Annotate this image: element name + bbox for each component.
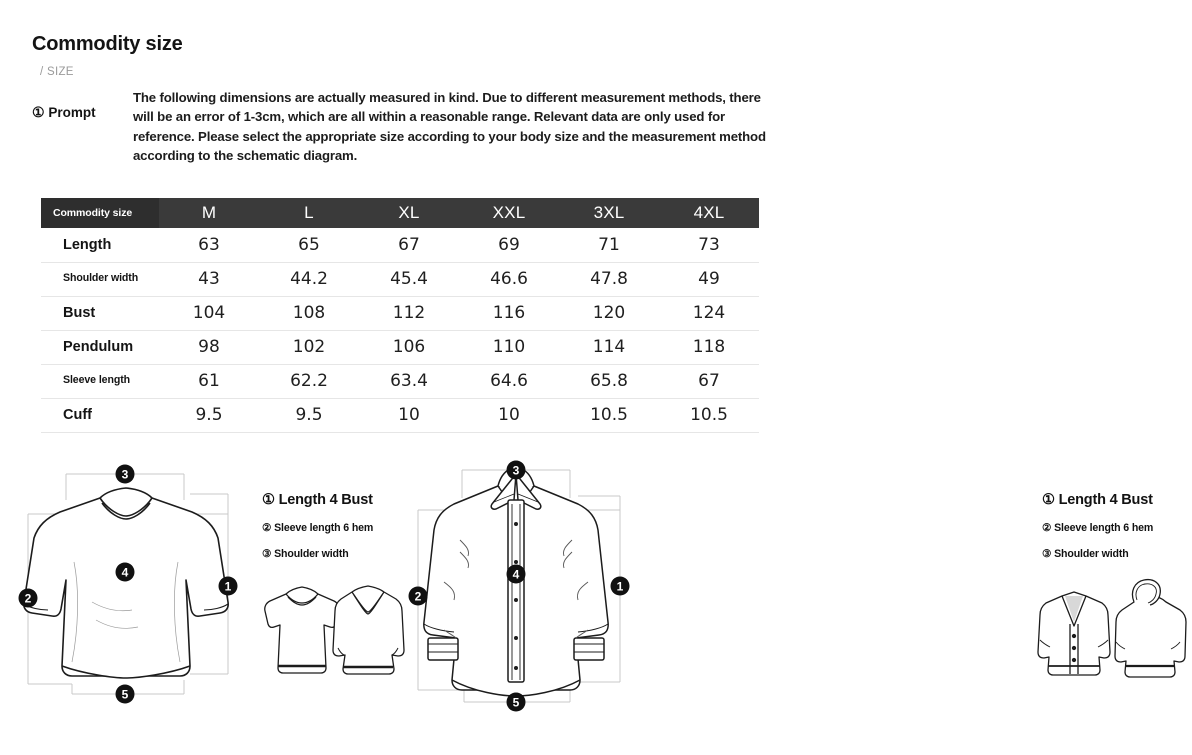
cell-pendulum-3xl: 114: [559, 330, 659, 364]
svg-text:5: 5: [121, 687, 129, 702]
svg-text:1: 1: [616, 579, 624, 594]
cell-length-xl: 67: [359, 228, 459, 262]
row-label-bust: Bust: [41, 296, 159, 330]
cell-shoulder-width-xl: 45.4: [359, 262, 459, 296]
legend-right-line2: ② Sleeve length 6 hem: [1042, 522, 1154, 534]
cell-sleeve-length-xl: 63.4: [359, 364, 459, 398]
thumbnails-right: [1034, 578, 1190, 684]
cardigan-thumbnail: [1038, 592, 1110, 675]
cell-pendulum-xxl: 110: [459, 330, 559, 364]
column-header-l: L: [259, 198, 359, 228]
table-row: [41, 228, 759, 262]
cell-sleeve-length-l: 62.2: [259, 364, 359, 398]
svg-text:4: 4: [121, 565, 129, 580]
cell-shoulder-width-4xl: 49: [659, 262, 759, 296]
thumbnails-left: [262, 580, 408, 684]
legend-left: [262, 492, 412, 561]
table-row: [41, 364, 759, 398]
cell-length-xxl: 69: [459, 228, 559, 262]
prompt-label-text: Prompt: [48, 105, 96, 120]
cell-bust-3xl: 120: [559, 296, 659, 330]
svg-text:3: 3: [512, 463, 520, 478]
row-label-shoulder-width: Shoulder width: [41, 262, 159, 296]
legend-right-line3: ③ Shoulder width: [1042, 548, 1129, 560]
legend-left-line1: ① Length 4 Bust: [262, 492, 373, 508]
crewneck-sweatshirt-diagram: [14, 452, 254, 712]
cell-sleeve-length-m: 61: [159, 364, 259, 398]
page-subtitle: / SIZE: [40, 66, 74, 78]
svg-text:4: 4: [512, 567, 520, 582]
table-row: [41, 330, 759, 364]
button-up-shirt-diagram: [404, 452, 644, 720]
page-title: Commodity size: [32, 33, 183, 55]
cell-cuff-xl: 10: [359, 398, 459, 432]
prompt-number-icon: ①: [32, 104, 45, 120]
cell-shoulder-width-l: 44.2: [259, 262, 359, 296]
table-corner-header: Commodity size: [41, 198, 159, 228]
svg-text:2: 2: [24, 591, 32, 606]
cell-length-m: 63: [159, 228, 259, 262]
cell-pendulum-xl: 106: [359, 330, 459, 364]
legend-left-line2: ② Sleeve length 6 hem: [262, 522, 374, 534]
column-header-3xl: 3XL: [559, 198, 659, 228]
cell-bust-m: 104: [159, 296, 259, 330]
measurement-diagrams: [0, 452, 1154, 752]
cell-cuff-l: 9.5: [259, 398, 359, 432]
cell-pendulum-4xl: 118: [659, 330, 759, 364]
cell-bust-xxl: 116: [459, 296, 559, 330]
row-label-cuff: Cuff: [41, 398, 159, 432]
cell-shoulder-width-m: 43: [159, 262, 259, 296]
cell-sleeve-length-3xl: 65.8: [559, 364, 659, 398]
column-header-4xl: 4XL: [659, 198, 759, 228]
cell-bust-xl: 112: [359, 296, 459, 330]
table-header-row: [41, 198, 759, 228]
table-row: [41, 262, 759, 296]
row-label-sleeve-length: Sleeve length: [41, 364, 159, 398]
v-neck-long-sleeve-thumbnail: [333, 586, 404, 674]
cell-cuff-xxl: 10: [459, 398, 559, 432]
cell-cuff-4xl: 10.5: [659, 398, 759, 432]
row-label-length: Length: [41, 228, 159, 262]
size-table: [41, 198, 759, 433]
cell-bust-l: 108: [259, 296, 359, 330]
cell-bust-4xl: 124: [659, 296, 759, 330]
legend-right: [1042, 492, 1192, 561]
prompt-text: The following dimensions are actually measured in kind. Due to different measurement methods, there will be an error of 1-3cm, which are all within a reasonable range. Relevant data are only used for reference. Please select the appropriate size according to your body size and the measurement method according to the schematic diagram.: [133, 90, 766, 164]
sweatshirt-outline: [24, 488, 228, 678]
cell-shoulder-width-xxl: 46.6: [459, 262, 559, 296]
cell-length-l: 65: [259, 228, 359, 262]
table-row: [41, 296, 759, 330]
cell-length-3xl: 71: [559, 228, 659, 262]
size-table-container: [41, 198, 759, 433]
cell-cuff-m: 9.5: [159, 398, 259, 432]
svg-text:3: 3: [121, 467, 129, 482]
cell-length-4xl: 73: [659, 228, 759, 262]
cell-sleeve-length-4xl: 67: [659, 364, 759, 398]
prompt-label: [32, 104, 96, 121]
short-sleeve-tee-thumbnail: [265, 587, 340, 673]
svg-text:1: 1: [224, 579, 232, 594]
column-header-xxl: XXL: [459, 198, 559, 228]
column-header-xl: XL: [359, 198, 459, 228]
hoodie-thumbnail: [1115, 580, 1186, 677]
cell-shoulder-width-3xl: 47.8: [559, 262, 659, 296]
svg-text:2: 2: [414, 589, 422, 604]
legend-left-line3: ③ Shoulder width: [262, 548, 349, 560]
cell-cuff-3xl: 10.5: [559, 398, 659, 432]
legend-right-line1: ① Length 4 Bust: [1042, 492, 1153, 508]
cell-pendulum-m: 98: [159, 330, 259, 364]
table-row: [41, 398, 759, 432]
cell-pendulum-l: 102: [259, 330, 359, 364]
cell-sleeve-length-xxl: 64.6: [459, 364, 559, 398]
svg-text:5: 5: [512, 695, 520, 710]
column-header-m: M: [159, 198, 259, 228]
row-label-pendulum: Pendulum: [41, 330, 159, 364]
